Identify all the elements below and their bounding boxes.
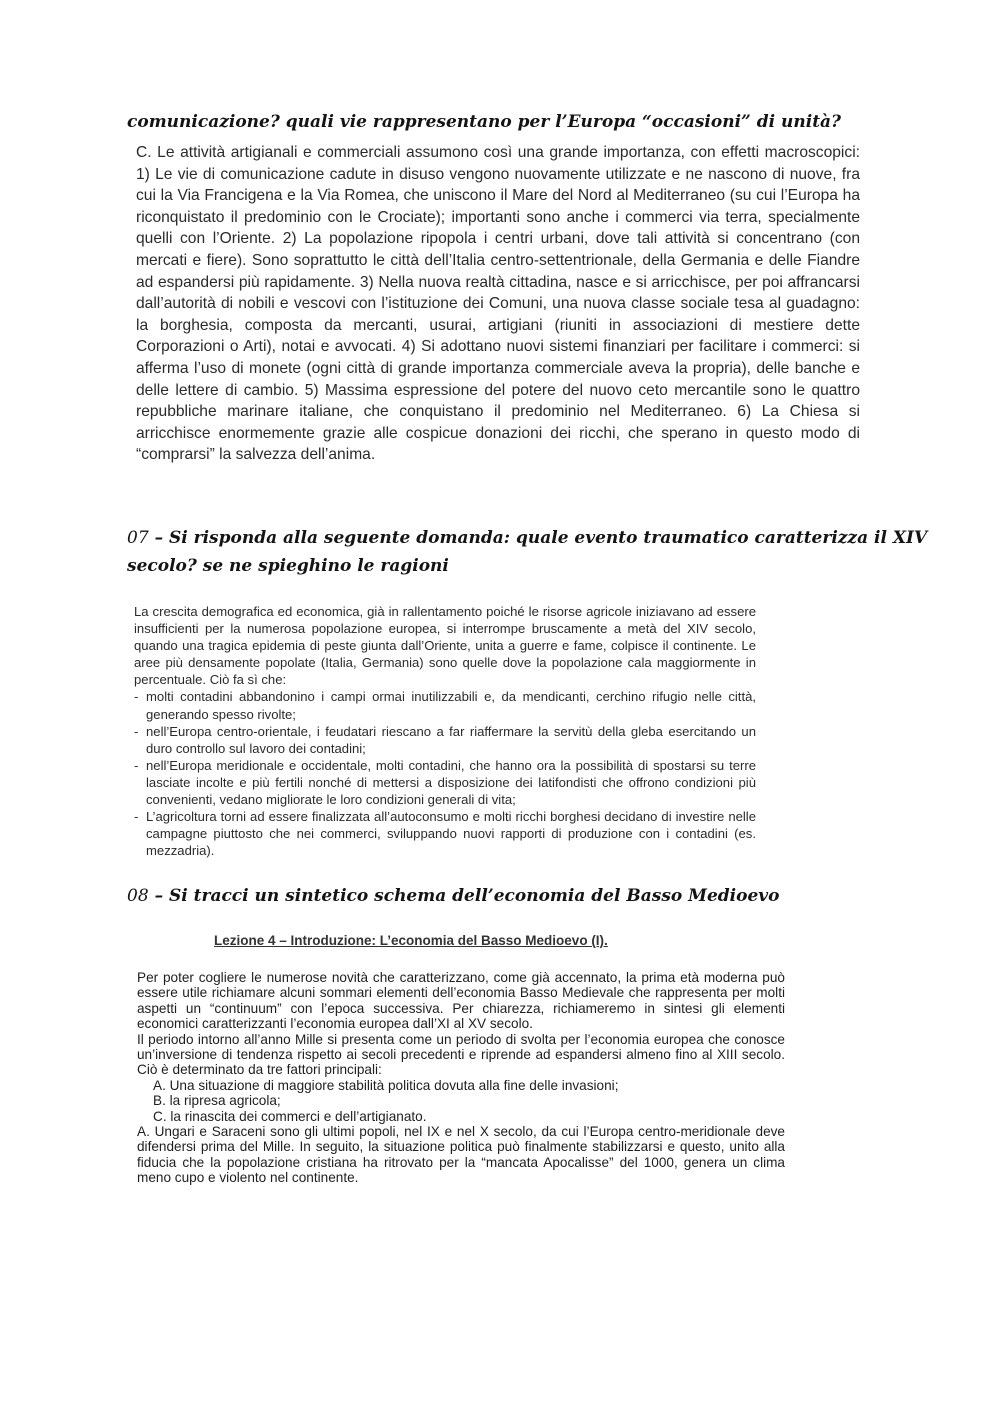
question-heading-08 [127,882,780,910]
answer-07-block [134,603,756,859]
question-07-line1: – Si risponda alla seguente domanda: quale evento traumatico caratterizza il XIV [154,528,928,548]
factors-list [137,1078,785,1124]
list-item: - nell’Europa meridionale e occidentale, molti contadini, che hanno ora la possibilità di spostarsi su terre lasciate incolte e più fertili nonché di mettersi a disposizione dei latifondisti che offrono condizioni più convenienti, vedano migliorate le loro condizioni generali di vita; [134,757,756,808]
question-heading-06-continuation: comunicazione? quali vie rappresentano per l’Europa “occasioni” di unità? [127,112,842,132]
list-item: - nell’Europa centro-orientale, i feudatari riescano a far riaffermare la servitù della gleba esercitando un duro controllo sul lavoro dei contadini; [134,723,756,757]
answer-06-paragraph: C. Le attività artigianali e commerciali assumono così una grande importanza, con effetti macroscopici: 1) Le vie di comunicazione cadute in disuso vengono nuovamente utilizzate e ne nascono di nuove, fra cui la Via Francigena e la Via Romea, che uniscono il Mare del Nord al Mediterraneo (su cui l’Europa ha riconquistato il predominio con le Crociate); importanti sono anche i commerci via terra, specialmente quelli con l’Oriente. 2) La popolazione ripopola i centri urbani, dove tali attività si concentrano (con mercati e fiere). Sono soprattutto le città dell’Italia centro-settentrionale, della Germania e delle Fiandre ad espandersi più rapidamente. 3) Nella nuova realtà cittadina, nasce e si arricchisce, per poi affrancarsi dall’autorità di nobili e vescovi con l’istituzione dei Comuni, una nuova classe sociale tesa al guadagno: la borghesia, composta da mercanti, usurai, artigiani (riuniti in associazioni di mestiere dette Corporazioni o Arti), notai e avvocati. 4) Si adottano nuovi sistemi finanziari per facilitare i commerci: si afferma l’uso di monete (ogni città di grande importanza commerciale aveva la propria), delle banche e delle lettere di cambio. 5) Massima espressione del potere del nuovo ceto mercantile sono le quattro repubbliche marinare italiane, che conquistano il predominio nel Mediterraneo. 6) La Chiesa si arricchisce enormemente grazie alle cospicue donazioni dei ricchi, che sperano in questo modo di “comprarsi” la salvezza dell’anima. [136,144,860,464]
question-07-line2: secolo? se ne spieghino le ragioni [127,556,449,576]
answer-08-paragraph-3: A. Ungari e Saraceni sono gli ultimi popoli, nel IX e nel X secolo, da cui l’Europa centro-meridionale deve difendersi prima del Mille. In seguito, la situazione politica può finalmente stabilizzarsi e questo, unito alla fiducia che la popolazione cristiana ha ritrovato per la “mancata Apocalisse” del 1000, genera un clima meno cupo e violento nel continente. [137,1124,785,1186]
question-number-08: 08 [127,886,149,906]
answer-08-paragraph-2: Il periodo intorno all’anno Mille si presenta come un periodo di svolta per l’economia europea che conosce un’inversione di tendenza rispetto ai secoli precedenti e riprende ad espandersi almeno fino al XIII secolo. Ciò è determinato da tre fattori principali: [137,1031,785,1078]
answer-07-bullet-list [134,688,756,859]
question-08-text: – Si tracci un sintetico schema dell’economia del Basso Medioevo [154,886,780,906]
list-item: - molti contadini abbandonino i campi ormai inutilizzabili e, da mendicanti, cerchino rifugio nelle città, generando spesso rivolte; [134,688,756,722]
list-item: A. Una situazione di maggiore stabilità politica dovuta alla fine delle invasioni; [153,1077,619,1093]
answer-08-block [137,970,785,1186]
list-item: - L’agricoltura torni ad essere finalizzata all’autoconsumo e molti ricchi borghesi decidano di investire nelle campagne piuttosto che nei commerci, sviluppando nuovi rapporti di produzione con i contadini (es. mezzadria). [134,808,756,859]
list-item: C. la rinascita dei commerci e dell’artigianato. [153,1108,427,1124]
answer-08-paragraph-1: Per poter cogliere le numerose novità che caratterizzano, come già accennato, la prima età moderna può essere utile richiamare alcuni sommari elementi dell’economia Basso Medievale che rappresenta per molti aspetti un “continuum” con l’epoca successiva. Per chiarezza, richiameremo in sintesi gli elementi economici caratterizzanti l’economia europea dall’XI al XV secolo. [137,970,785,1032]
question-number-07: 07 [127,528,149,548]
question-heading-07 [127,524,927,580]
answer-07-intro: La crescita demografica ed economica, già in rallentamento poiché le risorse agricole iniziavano ad essere insufficienti per la numerosa popolazione europea, si interrompe bruscamente a metà del XIV secolo, quando una tragica epidemia di peste giunta dall’Oriente, unita a guerre e fame, colpisce il continente. Le aree più densamente popolate (Italia, Germania) sono quelle dove la popolazione cala maggiormente in percentuale. Ciò fa sì che: [134,604,756,688]
lesson-title: Lezione 4 – Introduzione: L’economia del Basso Medioevo (I). [214,933,608,948]
list-item: B. la ripresa agricola; [153,1093,281,1109]
